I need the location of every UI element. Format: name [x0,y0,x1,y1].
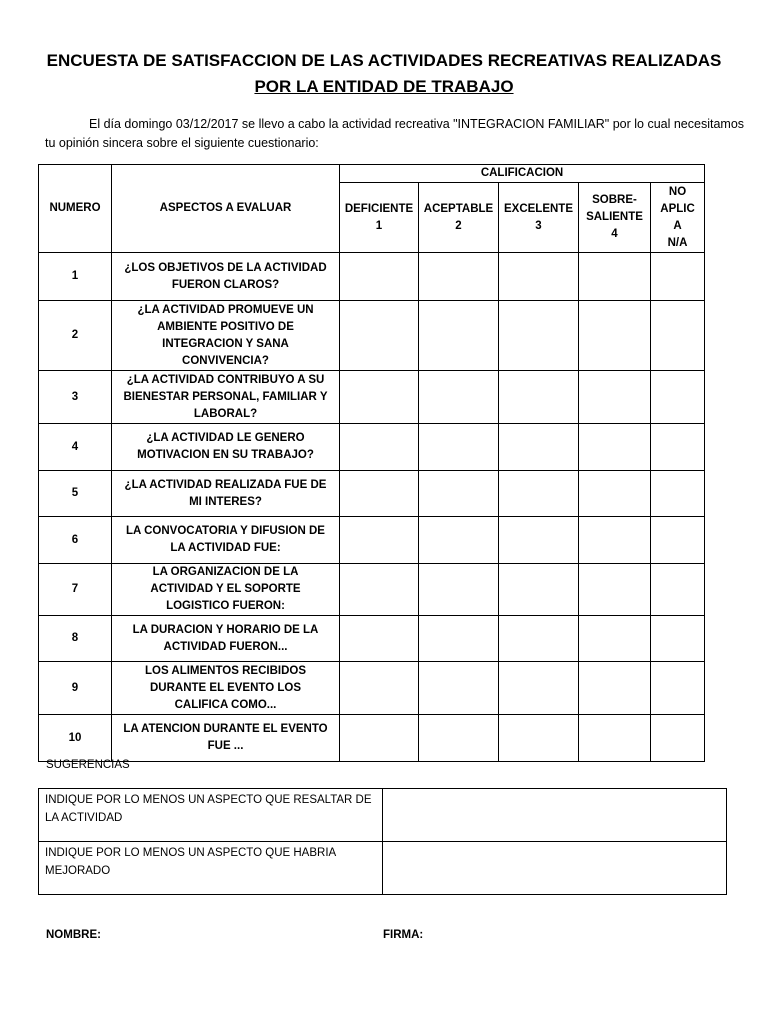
suggestion-answer-field[interactable] [383,789,727,842]
title-line-1: ENCUESTA DE SATISFACCION DE LAS ACTIVIDADES RECREATIVAS REALIZADAS [46,51,722,70]
option-label: DEFICIENTE [344,202,414,215]
question-text: ¿LOS OBJETIVOS DE LA ACTIVIDAD FUERON CLAROS? [112,253,340,301]
rating-cell-5[interactable] [651,301,705,371]
question-text: LA ORGANIZACION DE LA ACTIVIDAD Y EL SOPORTE LOGISTICO FUERON: [112,564,340,616]
rating-cell-5[interactable] [651,662,705,715]
rating-cell-1[interactable] [340,301,419,371]
header-rating: CALIFICACION [340,165,705,183]
question-text: LA ATENCION DURANTE EL EVENTO FUE ... [112,715,340,762]
question-text: LA CONVOCATORIA Y DIFUSION DE LA ACTIVIDAD FUE: [112,517,340,564]
table-row [39,715,705,762]
title-line-2: POR LA ENTIDAD DE TRABAJO [254,77,514,96]
name-label: NOMBRE: [46,929,101,941]
rating-cell-4[interactable] [579,253,651,301]
question-number: 9 [39,662,112,715]
question-text: ¿LA ACTIVIDAD LE GENERO MOTIVACION EN SU TRABAJO? [112,424,340,471]
option-label: EXCELENTE [503,202,573,215]
rating-cell-1[interactable] [340,371,419,424]
rating-cell-2[interactable] [419,564,499,616]
rating-cell-4[interactable] [579,301,651,371]
rating-cell-3[interactable] [499,715,579,762]
rating-cell-5[interactable] [651,564,705,616]
suggestion-row [39,789,727,842]
rating-cell-2[interactable] [419,517,499,564]
table-row [39,616,705,662]
option-label: SOBRE- SALIENTE [586,194,643,223]
rating-cell-5[interactable] [651,471,705,517]
table-row [39,564,705,616]
rating-cell-5[interactable] [651,424,705,471]
rating-cell-4[interactable] [579,616,651,662]
question-text: LA DURACION Y HORARIO DE LA ACTIVIDAD FUERON... [112,616,340,662]
header-option-4 [579,183,651,253]
rating-cell-4[interactable] [579,517,651,564]
rating-cell-2[interactable] [419,662,499,715]
rating-cell-3[interactable] [499,371,579,424]
question-text: ¿LA ACTIVIDAD CONTRIBUYO A SU BIENESTAR PERSONAL, FAMILIAR Y LABORAL? [112,371,340,424]
intro-paragraph: El día domingo 03/12/2017 se llevo a cabo la actividad recreativa "INTEGRACION FAMILIAR" por lo cual necesitamos tu opinión sincera sobre el siguiente cuestionario: [45,117,745,150]
table-row [39,253,705,301]
question-number: 6 [39,517,112,564]
header-number: NUMERO [39,165,112,253]
question-number: 7 [39,564,112,616]
rating-cell-2[interactable] [419,616,499,662]
rating-cell-3[interactable] [499,424,579,471]
rating-cell-4[interactable] [579,371,651,424]
table-row [39,517,705,564]
rating-cell-5[interactable] [651,616,705,662]
rating-cell-4[interactable] [579,471,651,517]
rating-cell-1[interactable] [340,564,419,616]
question-number: 1 [39,253,112,301]
header-option-5 [651,183,705,253]
header-option-3 [499,183,579,253]
rating-cell-4[interactable] [579,564,651,616]
rating-cell-1[interactable] [340,253,419,301]
table-row [39,662,705,715]
rating-cell-4[interactable] [579,715,651,762]
signature-label: FIRMA: [383,929,424,941]
option-label: ACEPTABLE [423,202,494,215]
suggestion-answer-field[interactable] [383,842,727,895]
rating-cell-1[interactable] [340,424,419,471]
table-row [39,301,705,371]
rating-cell-2[interactable] [419,253,499,301]
option-value: 4 [611,228,618,240]
question-number: 4 [39,424,112,471]
rating-cell-4[interactable] [579,424,651,471]
survey-title [40,48,728,100]
rating-cell-1[interactable] [340,517,419,564]
rating-cell-3[interactable] [499,662,579,715]
suggestion-row [39,842,727,895]
table-row [39,371,705,424]
rating-cell-1[interactable] [340,471,419,517]
option-label: NO APLIC A [660,185,695,232]
question-number: 2 [39,301,112,371]
rating-cell-3[interactable] [499,517,579,564]
rating-cell-1[interactable] [340,715,419,762]
header-option-1 [340,183,419,253]
suggestion-prompt: INDIQUE POR LO MENOS UN ASPECTO QUE HABRIA MEJORADO [39,842,383,895]
suggestions-label: SUGERENCIAS [46,759,130,771]
option-value: 1 [375,219,383,232]
survey-table [38,164,705,762]
option-value: 3 [535,219,542,232]
question-number: 5 [39,471,112,517]
rating-cell-2[interactable] [419,301,499,371]
rating-cell-5[interactable] [651,371,705,424]
rating-cell-5[interactable] [651,517,705,564]
rating-cell-3[interactable] [499,253,579,301]
suggestion-prompt: INDIQUE POR LO MENOS UN ASPECTO QUE RESALTAR DE LA ACTIVIDAD [39,789,383,842]
question-number: 8 [39,616,112,662]
table-row [39,424,705,471]
rating-cell-3[interactable] [499,471,579,517]
rating-cell-3[interactable] [499,616,579,662]
header-option-2 [419,183,499,253]
question-number: 10 [39,715,112,762]
question-text: LOS ALIMENTOS RECIBIDOS DURANTE EL EVENTO LOS CALIFICA COMO... [112,662,340,715]
rating-cell-3[interactable] [499,301,579,371]
rating-cell-3[interactable] [499,564,579,616]
table-row [39,471,705,517]
rating-cell-4[interactable] [579,662,651,715]
rating-cell-1[interactable] [340,662,419,715]
rating-cell-2[interactable] [419,471,499,517]
option-value: N/A [667,236,688,249]
option-value: 2 [455,219,462,232]
rating-cell-5[interactable] [651,715,705,762]
rating-cell-2[interactable] [419,424,499,471]
question-number: 3 [39,371,112,424]
question-text: ¿LA ACTIVIDAD REALIZADA FUE DE MI INTERES? [112,471,340,517]
rating-cell-1[interactable] [340,616,419,662]
header-aspects: ASPECTOS A EVALUAR [112,165,340,253]
suggestions-table [38,788,727,895]
rating-cell-2[interactable] [419,715,499,762]
question-text: ¿LA ACTIVIDAD PROMUEVE UN AMBIENTE POSITIVO DE INTEGRACION Y SANA CONVIVENCIA? [112,301,340,371]
rating-cell-5[interactable] [651,253,705,301]
rating-cell-2[interactable] [419,371,499,424]
